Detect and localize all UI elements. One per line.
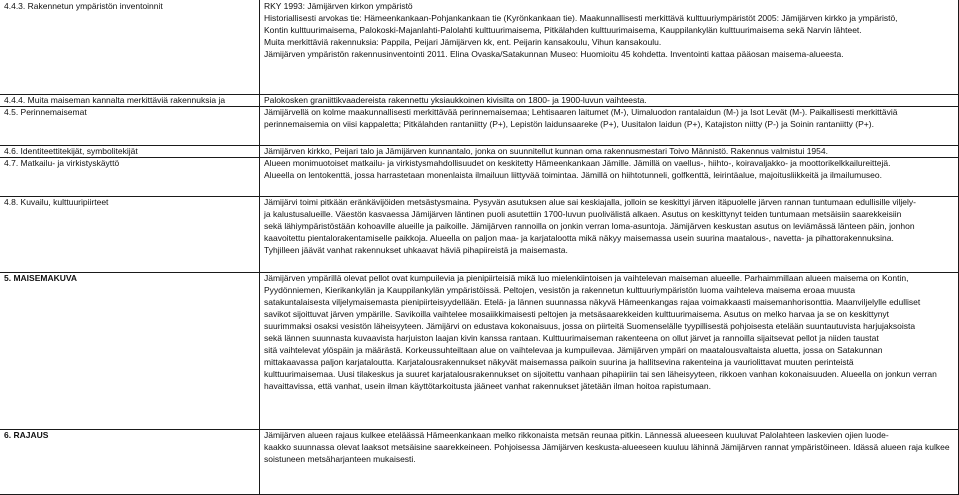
section-label-heritage-landscapes: 4.5. Perinnemaisemat — [4, 107, 87, 117]
text-line: Jämijärvi toimi pitkään eränkävijöiden metsästysmaina. Pysyvän asutuksen alue sai keskiajalla, jolloin se keskittyi järven itäpuolelle järven rannan tuntumaan edullisille viljely- — [264, 197, 916, 207]
section-label-landscape-character: 5. MAISEMAKUVA — [4, 273, 78, 283]
text-line: Palokosken graniittikvaadereista rakennettu yksiaukkoinen kivisilta on 1800- ja 1900-luvun vaihteesta. — [264, 95, 647, 105]
text-line: perinnemaisemia on viisi kappaletta; Pitkälahden rantaniitty (P+), Lepistön laidunsaareke (P+), Uusitalon laidun (P+), Katajiston niitty (P-) ja Soinin rantaniitty (P+). — [264, 119, 874, 129]
text-line: Jämijärven alueen rajaus kulkee eteläässä Hämeenkankaan melko rikkonaista metsän reunaa pitkin. Lännessä alueeseen kuuluvat Palolahteen laskevien ojien luode- — [264, 430, 889, 440]
section-text-landscape-buildings — [264, 94, 956, 106]
section-label-boundary: 6. RAJAUS — [4, 430, 49, 440]
text-line: satakuntalaisesta viljelymaisemasta pienipiirteisyydellään. Etelä- ja lännen suunnassa näkyvä Hämeenkangas rajaa voimakkaasti maisemanhorisonttia. Maanviljelylle edulliset — [264, 297, 921, 307]
section-text-landscape-character — [264, 272, 956, 392]
column-divider — [259, 0, 260, 495]
section-text-tourism-recreation — [264, 157, 956, 181]
text-line: savikot sijoittuvat järven ympärille. Savikoilla vaihtelee mosaiikkimaisesti peltojen ja metsäsaarekkeiden kulttuurimaisema. Asutus on melko harvaa ja se on keskittynyt — [264, 309, 890, 319]
text-line: Alueella on lentokenttä, jossa harrastetaan monenlaista ilmailuun liittyvää toimintaa. Jämillä on hiihtotunneli, golfkenttä, leirintäalue, majoitusliikkeitä ja ilmailumuseo. — [264, 170, 882, 180]
section-label-identity-symbols: 4.6. Identiteettitekijät, symbolitekijät — [4, 146, 138, 156]
text-line: Alueen monimuotoiset matkailu- ja virkistysmahdollisuudet on keskitetty Hämeenkankaan Jämille. Jämillä on vaellus-, hiihto-, koiravaljakko- ja moottorikelkkailureittejä. — [264, 158, 891, 168]
text-line: mittakaavassa paljon karjataloutta. Karjatalousrakennukset näkyvät maisemassa paikoin suurina ja hallitsevina rakenteina ja vauriolittavat muuten perinteistä — [264, 357, 854, 367]
section-label-tourism-recreation: 4.7. Matkailu- ja virkistyskäyttö — [4, 158, 120, 168]
section-label-inventory: 4.4.3. Rakennetun ympäristön inventoinnit — [4, 1, 163, 11]
text-line: suurimmaksi osaksi vesistön läheisyyteen. Jämijärvi on edustava kokonaisuus, jossa on piirteitä Suomenselälle tyypillisestä pohjoisesta etelään suuntautuvista harjujaksoista — [264, 321, 916, 331]
text-line: kaakko suunnassa olevat laaksot metsäisine saarekkeineen. Pohjoisessa Jämijärven keskusta-alueeseen kuuluu lähinnä Jämijärven rannat ympäristöineen. Idässä alueen raja kulkee — [264, 442, 950, 452]
text-line: Tyhjilleen jäävät vanhat rakennukset uhkaavat häviä pihapiireistä ja maisemasta. — [264, 245, 568, 255]
text-line: Historiallisesti arvokas tie: Hämeenkankaan-Pohjankankaan tie (Kyrönkankaan tie). Maakunnallisesti merkittävä kulttuuriympäristöt 2005: Jämijärven kirkko ja ympäristö, — [264, 13, 898, 23]
text-line: RKY 1993: Jämijärven kirkon ympäristö — [264, 1, 413, 11]
section-text-heritage-landscapes — [264, 106, 956, 130]
text-line: sekä lähiympäristöstään kohoaville alueille ja paikoille. Jämijärven rannoilla on jonkin verran loma-asuntoja. Jämijärven keskustan asutus on leviämässä länteen päin, jonhon — [264, 221, 915, 231]
section-label-landscape-buildings: 4.4.4. Muita maiseman kannalta merkittäviä rakennuksia ja — [4, 95, 226, 105]
section-label-cultural-history: 4.8. Kuvailu, kulttuuripiirteet — [4, 197, 109, 207]
text-line: kaavoitettu pientalorakentamiselle paikkoja. Alueella on paljon maa- ja karjatalootta mikä näkyy maisemassa usein suurina maatalous-, navetta- ja pihattorakennuksina. — [264, 233, 894, 243]
text-line: Jämijärven kirkko, Peijari talo ja Jämijärven kunnantalo, jonka on suunnitellut kunnan oma rakennusmestari Toivo Männistö. Rakennus valmistui 1954. — [264, 146, 828, 156]
section-text-boundary — [264, 429, 956, 465]
text-line: Muita merkittäviä rakennuksia: Pappila, Peijari Jämijärven kk, ent. Peijarin kansakoulu, Vihun kansakoulu. — [264, 37, 662, 47]
text-line: sekä lännen suunnasta kuvaavista harjuiston laajan kivin kanssa rantaan. Kulttuurimaiseman rakenteena on ollut järvet ja rannoilla sijaitsevat pellot ja niiden taustat — [264, 333, 879, 343]
text-line: Jämijärven ympäristön rakennusinventointi 2011. Elina Ovaska/Satakunnan Museo: Huomioitu 45 kohdetta. Inventointi kattaa pääosan maisema-alueesta. — [264, 49, 844, 59]
text-line: Jämijärven ympärillä olevat pellot ovat kumpuilevia ja pienipiirteisiä mikä luo mielenkiintoisen ja vaihtelevan maiseman alueelle. Parhaimmillaan alueen maisema on Kontin, — [264, 273, 909, 283]
text-line: sitä vaihtelevat ylöspäin ja määrästä. Korkeussuhteiltaan alue on vaihtelevaa ja kumpuilevaa. Jämijärven ympäri on maatalousvaltaista aluetta, jossa on Satakunnan — [264, 345, 883, 355]
section-text-identity-symbols — [264, 145, 956, 157]
text-line: kulttuurimaisemaa. Uusi tilakeskus ja suuret karjatalousrakennukset on sijoitettu vanhaan pihapiiriin tai sen läheisyyteen, rikkoen vanhan kokonaisuuden. Alueella on jonkun verran — [264, 369, 937, 379]
text-line: soistuneen metsäharjanteen mukaisesti. — [264, 454, 416, 464]
text-line: havaittavissa, että vanhat, usein ilman käyttötarkoitusta jääneet vanhat rakennukset jätetään ilman hoitoa rapistumaan. — [264, 381, 711, 391]
text-line: ja kalustusalueille. Väestön kasvaessa Jämijärven läntinen puoli asutettiin 1700-luvun puolivälistä alkaen. Asutus on keskittynyt teiden tuntumaan metsäisiin saarekkeisiin — [264, 209, 902, 219]
text-line: Kontin kulttuurimaisema, Palokoski-Majanlahti-Palolahti kulttuurimaisema, Pitkälahden kulttuurimaisema, Kauppilankylän kulttuurimaisema sekä Narvin lähteet. — [264, 25, 862, 35]
section-text-inventory — [264, 0, 956, 60]
section-text-cultural-history — [264, 196, 956, 256]
text-line: Jämijärvellä on kolme maakunnallisesti merkittävää perinnemaisemaa; Lehtisaaren laitumet (M-), Uimaluodon rantalaidun (M-) ja Isot Levät (M-). Paikallisesti merkittäviä — [264, 107, 898, 117]
text-line: Pyydönniemen, Kierikankylän ja Kauppilankylän ympäristöissä. Peltojen, vesistön ja rakennetun kulttuuriympäristön luoma vaihteleva maisema eroaa muusta — [264, 285, 856, 295]
